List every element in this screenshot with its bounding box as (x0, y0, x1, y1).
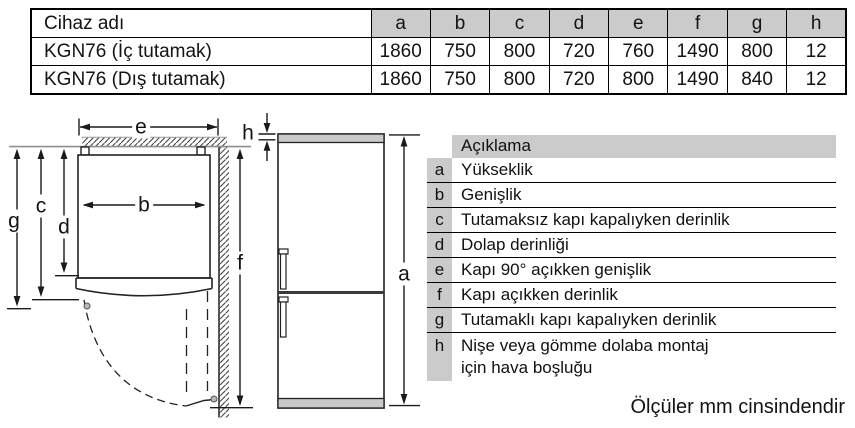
door-divider (278, 291, 384, 294)
model-name: KGN76 (İç tutamak) (31, 38, 371, 66)
door-open-edge (186, 400, 214, 407)
label-f: f (234, 252, 246, 275)
fridge-base-band (278, 399, 384, 409)
door-swing (84, 291, 217, 406)
table-header-row (31, 9, 846, 38)
legend-key: a (427, 158, 452, 182)
legend-label (452, 333, 836, 380)
legend-key: d (427, 233, 452, 257)
top-view-cabinet-body (78, 155, 210, 278)
table-header-e: e (609, 9, 668, 38)
legend-row-d (427, 233, 836, 258)
value-cell: 800 (490, 38, 549, 66)
value-cell: 1860 (371, 66, 430, 95)
legend-label: Tutamaksız kapı kapalıyken derinlik (461, 209, 730, 229)
legend-key: c (427, 208, 452, 232)
table-header-c: c (490, 9, 549, 38)
legend-label: Tutamaklı kapı kapalıyken derinlik (461, 309, 717, 329)
table-row-ic-tutamak (31, 38, 846, 66)
value-cell: 12 (787, 38, 846, 66)
value-cell: 840 (727, 66, 786, 95)
fridge-top-band (278, 134, 384, 143)
value-cell: 1490 (668, 38, 727, 66)
label-h: h (239, 122, 257, 145)
table-header-device-name: Cihaz adı (31, 9, 371, 38)
legend-row-h (427, 333, 836, 381)
door-corner-dot (84, 303, 90, 309)
legend-label: Kapı 90° açıkken genişlik (461, 259, 652, 279)
table-header-f: f (668, 9, 727, 38)
value-cell: 1490 (668, 66, 727, 95)
model-name: KGN76 (Dış tutamak) (31, 66, 371, 95)
table-header-g: g (727, 9, 786, 38)
legend-row-c (427, 208, 836, 233)
legend-key: g (427, 308, 452, 332)
legend-row-f (427, 283, 836, 308)
legend-label: Yükseklik (461, 159, 533, 179)
value-cell: 750 (430, 38, 489, 66)
door-swing-arc (84, 300, 186, 406)
label-d: d (55, 216, 73, 239)
legend-key: b (427, 183, 452, 207)
value-cell: 800 (727, 38, 786, 66)
top-view-door-closed (76, 278, 212, 296)
value-cell: 12 (787, 66, 846, 95)
legend-header-key-spacer (427, 135, 452, 158)
label-a: a (395, 263, 413, 286)
legend-label: Kapı açıkken derinlik (461, 284, 618, 304)
table-header-a: a (371, 9, 430, 38)
legend-label: Dolap derinliği (461, 234, 569, 254)
label-c: c (33, 195, 50, 218)
value-cell: 1860 (371, 38, 430, 66)
legend-header-title: Açıklama (452, 135, 836, 158)
value-cell: 760 (609, 38, 668, 66)
label-e: e (132, 116, 150, 139)
legend-key: e (427, 258, 452, 282)
hinge-block-left (81, 147, 89, 155)
dim-h (259, 113, 276, 161)
value-cell: 800 (490, 66, 549, 95)
legend-row-g (427, 308, 836, 333)
table-header-h: h (787, 9, 846, 38)
value-cell: 720 (549, 66, 608, 95)
legend-label-text: Nişe veya gömme dolaba montaj için hava boşluğu (461, 336, 709, 378)
table-header-d: d (549, 9, 608, 38)
legend-label: Genişlik (461, 184, 522, 204)
value-cell: 750 (430, 66, 489, 95)
legend-key: f (427, 283, 452, 307)
value-cell: 720 (549, 38, 608, 66)
table-row-dis-tutamak (31, 66, 846, 95)
legend-row-e (427, 258, 836, 283)
label-b: b (135, 194, 153, 217)
dimension-table (30, 8, 847, 95)
label-g: g (5, 210, 23, 233)
value-cell: 800 (609, 66, 668, 95)
legend-table (427, 135, 836, 381)
dim-d (55, 149, 79, 276)
units-note: Ölçüler mm cinsindendir (630, 396, 845, 418)
dim-f (210, 149, 253, 408)
legend-key: h (427, 333, 452, 381)
legend-header-row (427, 135, 836, 158)
front-view-fridge-body (278, 134, 384, 408)
table-header-b: b (430, 9, 489, 38)
legend-row-b (427, 183, 836, 208)
hinge-block-right (197, 147, 205, 155)
legend-row-a (427, 158, 836, 183)
door-hinge-dot (211, 396, 217, 402)
